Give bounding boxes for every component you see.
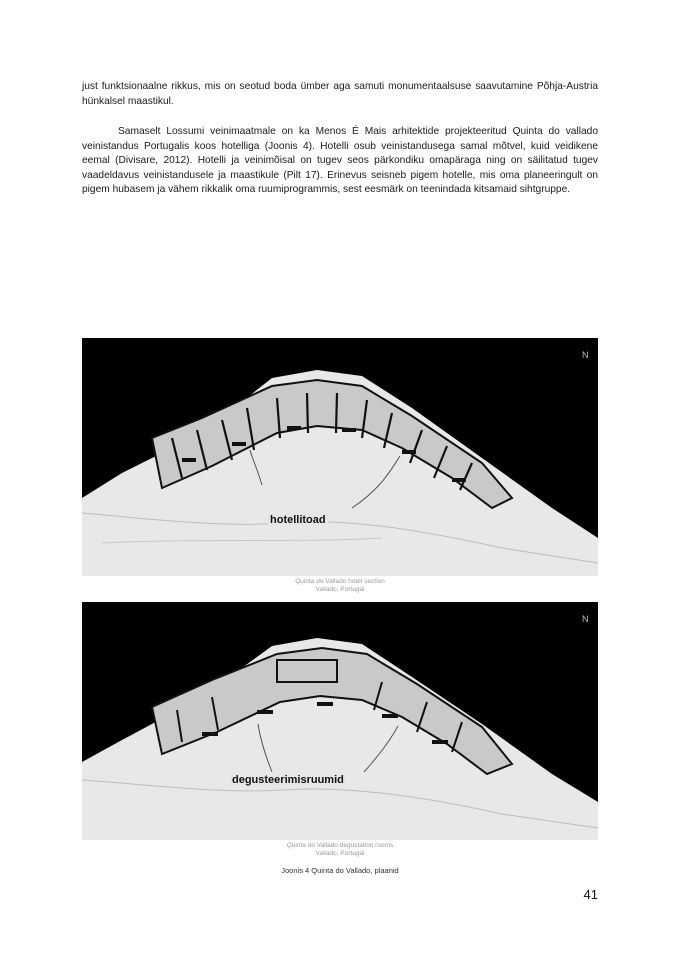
body-paragraph: Samaselt Lossumi veinimaatmale on ka Menos É Mais arhitektide projekteeritud Quinta do vallado veinistandus Portugalis koos hotelliga (Joonis 4). Hotelli osub veinistandusega samal mõtvel, kuid veidikene eemal (Divisare, 2012). Hotelli ja veinimõisal on tugev seos pärkondiku omapäraga ning on säilitatud tugev vaadeldavus veinistandusele ja maastikule (Pilt 17). Erinevus seisneb pigem hotelle, mis oma planeeringult on pigem hubasem ja vähem rikkalik oma ruumiprogrammis, sest eesmärk on teenindada kitsamaid sihtgruppe. [82, 126, 598, 196]
north-arrow-icon: N [582, 614, 589, 624]
figure-caption [82, 842, 598, 858]
figure-source-caption: Joonis 4 Quinta do Vallado, plaanid [281, 866, 399, 875]
caption-line: Vallado, Portugal [315, 850, 365, 857]
body-paragraph: just funktsionaalne rikkus, mis on seotud boda ümber aga samuti monumentaalsuse saavutamine Põhja-Austria hünkalsel maastikul. [82, 81, 598, 107]
floor-plan-hotel [82, 338, 598, 576]
figure-label: degusteerimisruumid [232, 774, 344, 786]
floor-plan-drawing [82, 338, 598, 576]
figure-label: hotellitoad [270, 514, 326, 526]
caption-line: Vallado, Portugal [315, 586, 365, 593]
floor-plan-drawing [82, 602, 598, 840]
figure-caption [82, 578, 598, 594]
caption-line: Quinta do Vallado degustation rooms [286, 842, 394, 849]
page-number: 41 [583, 887, 598, 902]
north-arrow-icon: N [582, 350, 589, 360]
caption-line: Quinta do Vallado hotel section [295, 578, 385, 585]
floor-plan-degustation [82, 602, 598, 840]
